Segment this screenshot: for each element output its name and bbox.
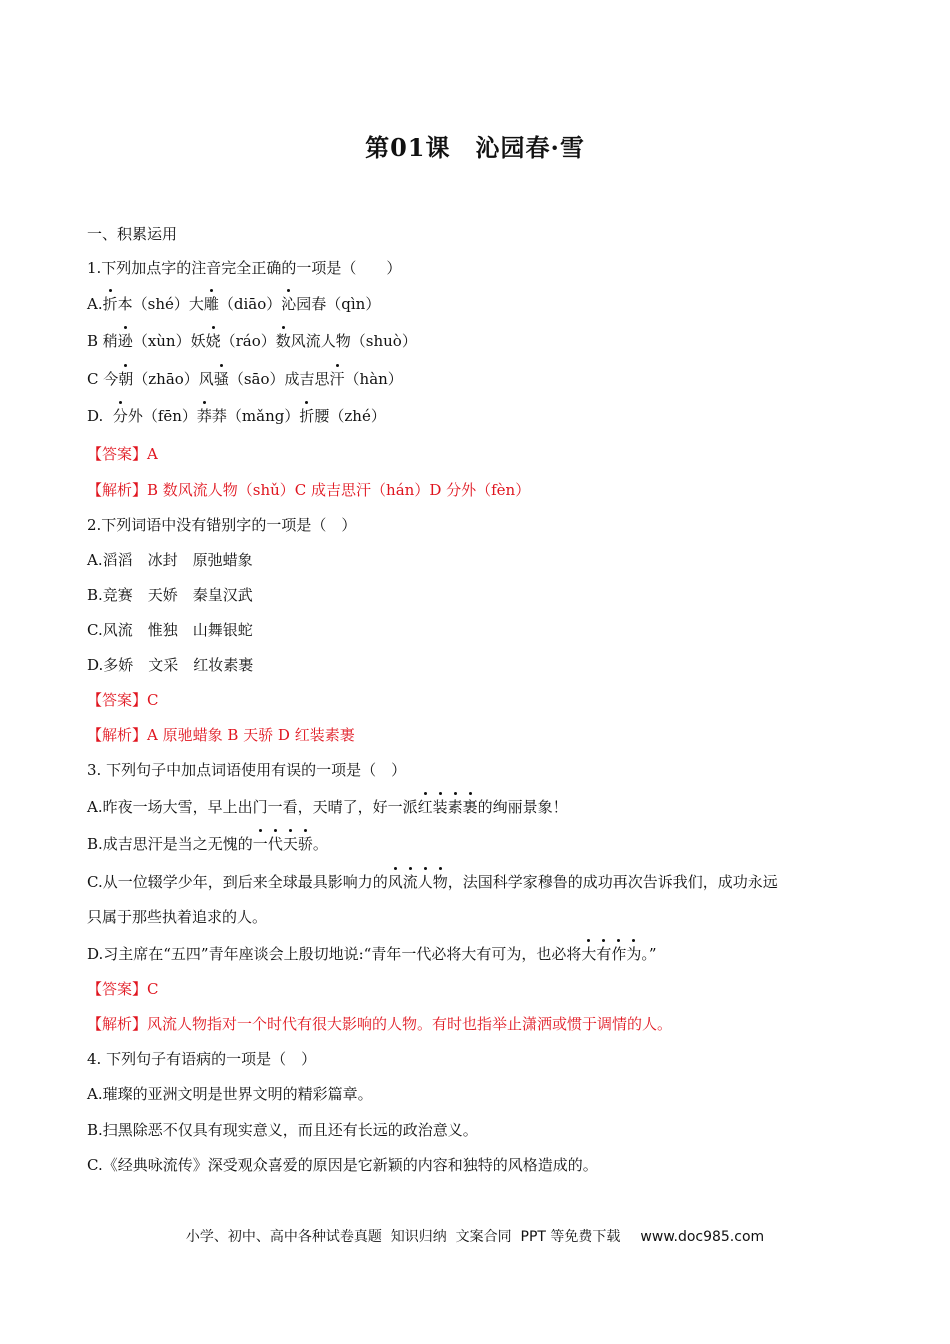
q2-option-b: B.竞赛 天娇 秦皇汉武 — [87, 586, 253, 604]
q1-option-a: A.折本（shé）大雕（diāo）沁园春（qìn） — [87, 295, 381, 313]
q3-option-a: A.昨夜一场大雪，早上出门一看，天晴了，好一派红装素裹的绚丽景象！ — [87, 798, 568, 816]
q3-option-b: B.成吉思汗是当之无愧的一代天骄。 — [87, 835, 328, 853]
q3-answer: 【答案】C — [87, 980, 159, 998]
q2-option-d: D.多娇 文采 红妆素裹 — [87, 656, 254, 674]
section-heading: 一、积累运用 — [87, 225, 178, 243]
footer-text: 小学、初中、高中各种试卷真题 知识归纳 文案合同 PPT 等免费下载 — [185, 1229, 621, 1245]
q3-analysis: 【解析】风流人物指对一个时代有很大影响的人物。有时也指举止潇洒或惯于调情的人。 — [87, 1015, 673, 1033]
q1-option-b: B 稍逊（xùn）妖娆（ráo）数风流人物（shuò） — [87, 332, 417, 350]
q2-analysis: 【解析】A 原驰蜡象 B 天骄 D 红装素裹 — [87, 726, 355, 744]
q1-option-d: D. 分外（fēn）莽莽（mǎng）折腰（zhé） — [87, 407, 386, 425]
q1-analysis: 【解析】B 数风流人物（shǔ）C 成吉思汗（hán）D 分外（fèn） — [87, 481, 531, 499]
q4-stem: 4. 下列句子有语病的一项是（ ） — [87, 1050, 317, 1068]
q3-option-d: D.习主席在“五四”青年座谈会上殷切地说:“青年一代必将大有可为，也必将大有作为。” — [87, 945, 657, 963]
q3-stem: 3. 下列句子中加点词语使用有误的一项是（ ） — [87, 761, 407, 779]
q2-stem: 2.下列词语中没有错别字的一项是（ ） — [87, 516, 357, 534]
q2-option-a: A.滔滔 冰封 原弛蜡象 — [87, 551, 253, 569]
q2-answer: 【答案】C — [87, 691, 159, 709]
footer-url[interactable]: www.doc985.com — [640, 1229, 765, 1245]
q2-option-c: C.风流 惟独 山舞银蛇 — [87, 621, 253, 639]
q4-option-a: A.璀璨的亚洲文明是世界文明的精彩篇章。 — [87, 1085, 373, 1103]
q4-option-c: C.《经典咏流传》深受观众喜爱的原因是它新颖的内容和独特的风格造成的。 — [87, 1156, 598, 1174]
q1-option-c: C 今朝（zhāo）风骚（sāo）成吉思汗（hàn） — [87, 370, 403, 388]
page-footer — [0, 1226, 950, 1246]
q3-option-c-continued: 只属于那些执着追求的人。 — [87, 908, 268, 926]
q3-option-c: C.从一位辍学少年，到后来全球最具影响力的风流人物，法国科学家穆鲁的成功再次告诉我们，成功永远 — [87, 873, 778, 891]
q4-option-b: B.扫黑除恶不仅具有现实意义，而且还有长远的政治意义。 — [87, 1121, 478, 1139]
q1-answer: 【答案】A — [87, 445, 158, 463]
page-title: 第01课 沁园春·雪 — [365, 133, 585, 162]
q1-stem: 1.下列加点字的注音完全正确的一项是（ ） — [87, 259, 402, 277]
